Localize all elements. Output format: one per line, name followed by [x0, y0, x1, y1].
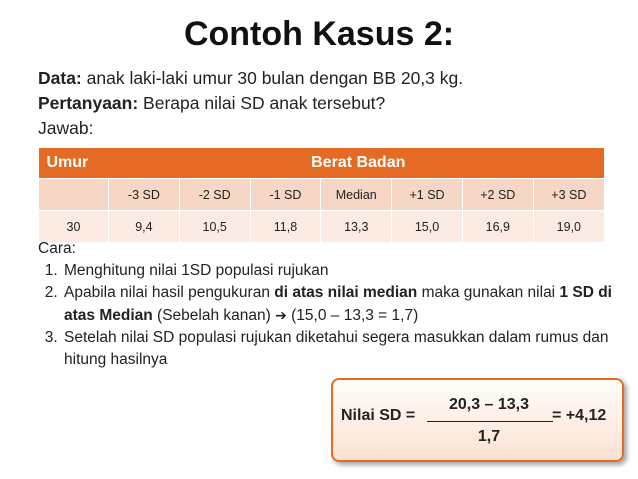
- step-2-text: (Sebelah kanan): [152, 307, 276, 324]
- column-label: +3 SD: [533, 179, 604, 211]
- question-label: Pertanyaan:: [38, 93, 139, 113]
- question-text: Berapa nilai SD anak tersebut?: [138, 93, 386, 113]
- formula-numerator: 20,3 – 13,3: [448, 396, 530, 413]
- problem-statement: [38, 66, 463, 141]
- table-cell: 11,8: [250, 211, 321, 243]
- header-berat-badan: Berat Badan: [109, 148, 605, 179]
- column-label: -3 SD: [109, 179, 180, 211]
- formula-box: [331, 378, 624, 462]
- step-2-calculation: (15,0 – 13,3 = 1,7): [286, 307, 419, 324]
- step-2: [62, 282, 618, 327]
- step-1: 1. Menghitung nilai 1SD populasi rujukan: [62, 260, 618, 282]
- table-cell: 13,3: [321, 211, 392, 243]
- step-3: 3. Setelah nilai SD populasi rujukan diketahui segera masukkan dalam rumus dan hitung hasilnya: [62, 327, 618, 371]
- formula-label: Nilai SD =: [341, 407, 416, 424]
- table-cell: 19,0: [533, 211, 604, 243]
- question-line: [38, 91, 463, 116]
- method-steps: [38, 260, 618, 371]
- header-umur: Umur: [39, 148, 109, 179]
- method-heading: Cara:: [38, 240, 76, 257]
- table-cell: 16,9: [462, 211, 533, 243]
- answer-label: Jawab:: [38, 118, 94, 138]
- arrow-right-icon: ➔: [275, 307, 287, 323]
- table-cell: 30: [39, 211, 109, 243]
- column-label: +1 SD: [392, 179, 463, 211]
- column-label: [39, 179, 109, 211]
- sd-formula: [333, 380, 622, 460]
- column-label: +2 SD: [462, 179, 533, 211]
- column-label: -2 SD: [179, 179, 250, 211]
- table-cell: 15,0: [392, 211, 463, 243]
- step-2-emphasis: 1 SD di atas Median: [64, 284, 612, 324]
- fraction-bar: [427, 421, 553, 422]
- data-line: [38, 66, 463, 91]
- table-cell: 10,5: [179, 211, 250, 243]
- formula-denominator: 1,7: [477, 428, 501, 445]
- method-section: [38, 238, 618, 371]
- table-cell: 9,4: [109, 211, 180, 243]
- data-label: Data:: [38, 68, 82, 88]
- formula-result: = +4,12: [552, 407, 607, 424]
- slide-title: Contoh Kasus 2:: [183, 15, 455, 53]
- column-label: Median: [321, 179, 392, 211]
- weight-reference-table: [38, 148, 604, 242]
- step-2-text: Apabila nilai hasil pengukuran: [64, 284, 275, 301]
- sd-column-row: [39, 179, 605, 211]
- column-label: -1 SD: [250, 179, 321, 211]
- data-text: anak laki-laki umur 30 bulan dengan BB 20,3 kg.: [81, 68, 464, 88]
- step-2-text: maka gunakan nilai: [417, 284, 560, 301]
- step-2-emphasis: di atas nilai median: [274, 284, 418, 301]
